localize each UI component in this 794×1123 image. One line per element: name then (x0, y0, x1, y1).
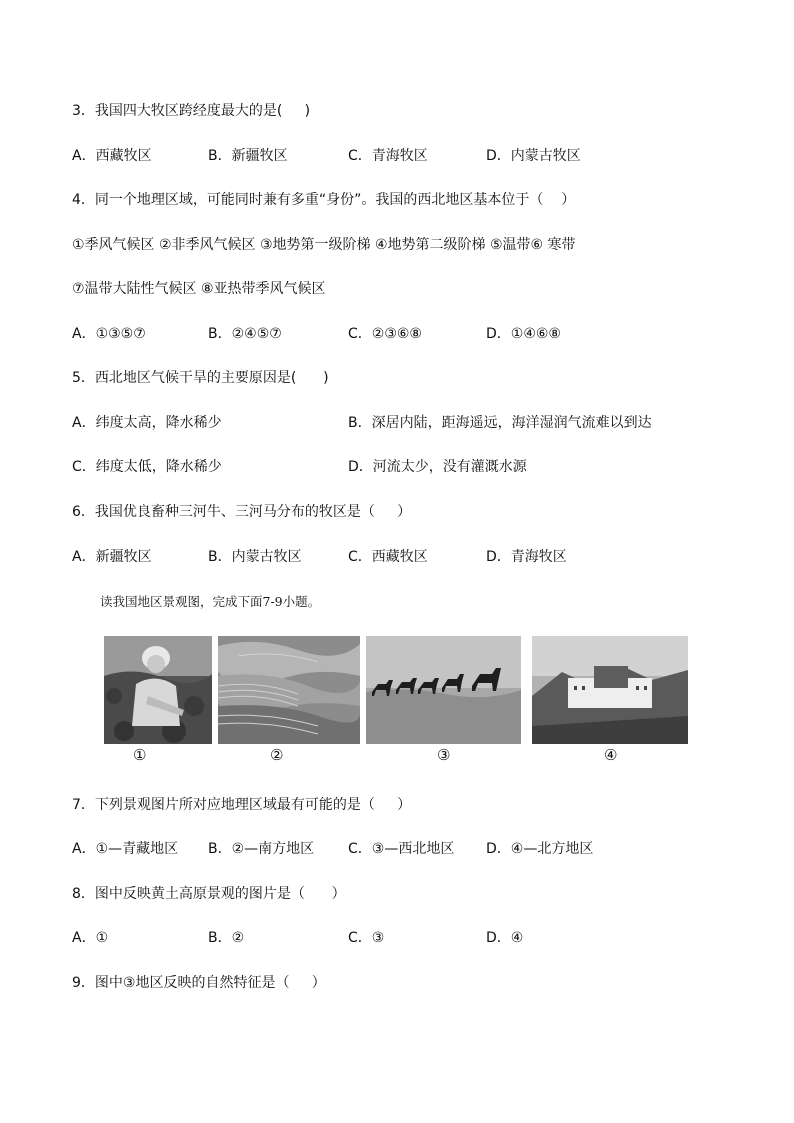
q7-option-d: D．④—北方地区 (486, 841, 594, 857)
question-8-stem: 8．图中反映黄土高原景观的图片是（ ） (72, 886, 346, 902)
q5-option-a: A．纬度太高，降水稀少 (72, 415, 222, 431)
desert-camel-photo (366, 636, 521, 744)
question-9-stem: 9．图中③地区反映的自然特征是（ ） (72, 975, 326, 991)
q7-option-b: B．②—南方地区 (208, 841, 315, 857)
q4-choices-line-1: ①季风气候区 ②非季风气候区 ③地势第一级阶梯 ④地势第二级阶梯 ⑤温带⑥ 寒带 (72, 237, 576, 253)
q5-option-b: B．深居内陆，距海遥远，海洋湿润气流难以到达 (348, 415, 652, 431)
q3-option-c: C．青海牧区 (348, 148, 428, 164)
q4-choices-line-2: ⑦温带大陆性气候区 ⑧亚热带季风气候区 (72, 281, 326, 297)
q3-option-a: A．西藏牧区 (72, 148, 152, 164)
question-3-stem: 3．我国四大牧区跨经度最大的是( ) (72, 103, 311, 119)
potala-palace-photo (532, 636, 688, 744)
q3-option-b: B．新疆牧区 (208, 148, 288, 164)
q6-option-d: D．青海牧区 (486, 549, 567, 565)
question-6-stem: 6．我国优良畜种三河牛、三河马分布的牧区是（ ） (72, 504, 412, 520)
q3-option-d: D．内蒙古牧区 (486, 148, 581, 164)
q6-option-c: C．西藏牧区 (348, 549, 428, 565)
q8-option-a: A．① (72, 930, 109, 946)
photo-label-1: ① (133, 746, 147, 764)
q4-option-c: C．②③⑥⑧ (348, 326, 422, 342)
picture-intro-text: 读我国地区景观图，完成下面7-9小题。 (100, 594, 321, 609)
loess-terrace-photo (218, 636, 360, 744)
question-7-stem: 7．下列景观图片所对应地理区域最有可能的是（ ） (72, 797, 412, 813)
q8-option-b: B．② (208, 930, 245, 946)
q6-option-a: A．新疆牧区 (72, 549, 152, 565)
q6-option-b: B．内蒙古牧区 (208, 549, 302, 565)
photo-label-4: ④ (604, 746, 618, 764)
q8-option-d: D．④ (486, 930, 524, 946)
question-5-stem: 5．西北地区气候干旱的主要原因是( ) (72, 370, 329, 386)
tea-picking-photo (104, 636, 212, 744)
q4-option-b: B．②④⑤⑦ (208, 326, 282, 342)
q5-option-d: D．河流太少，没有灌溉水源 (348, 459, 527, 475)
q4-option-a: A．①③⑤⑦ (72, 326, 146, 342)
photo-label-3: ③ (437, 746, 451, 764)
q7-option-c: C．③—西北地区 (348, 841, 455, 857)
q7-option-a: A．①—青藏地区 (72, 841, 179, 857)
photo-label-2: ② (270, 746, 284, 764)
question-4-stem: 4．同一个地理区域，可能同时兼有多重“身份”。我国的西北地区基本位于（ ） (72, 192, 576, 208)
q8-option-c: C．③ (348, 930, 385, 946)
q5-option-c: C．纬度太低，降水稀少 (72, 459, 222, 475)
q4-option-d: D．①④⑥⑧ (486, 326, 561, 342)
